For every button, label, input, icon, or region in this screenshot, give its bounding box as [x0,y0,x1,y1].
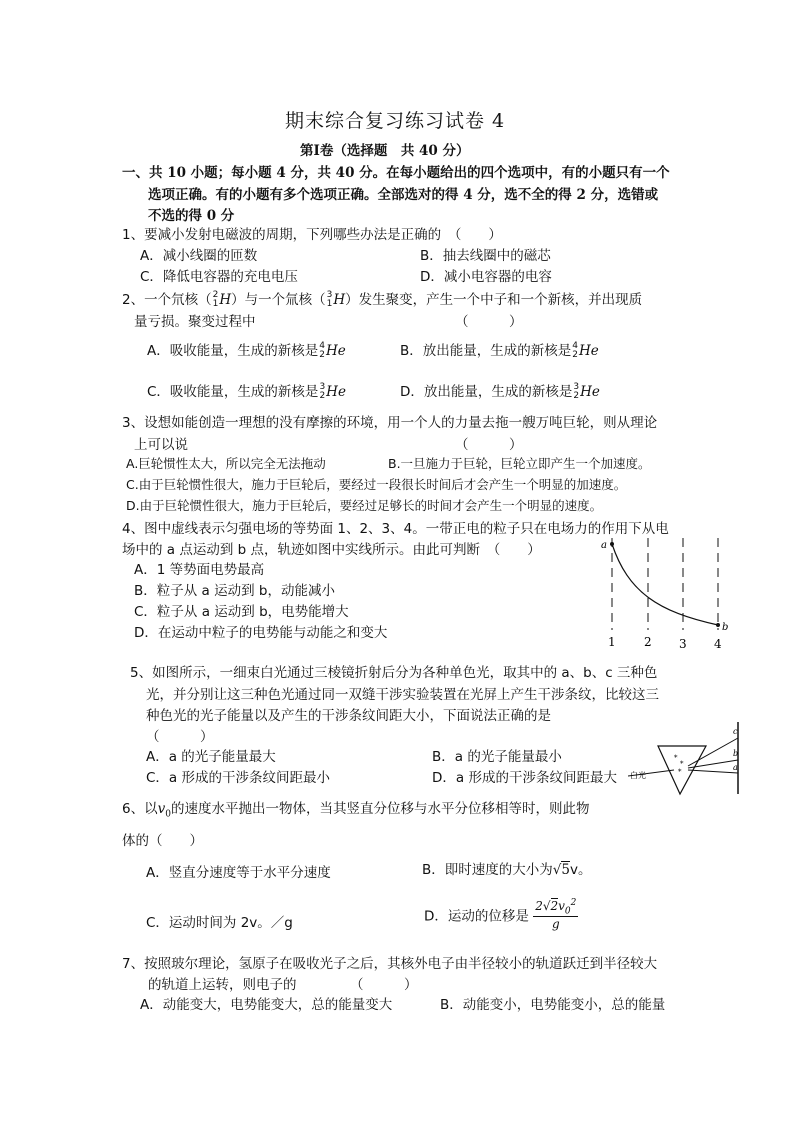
q7-stem-line-1: 7、按照玻尔理论，氢原子在吸收光子之后，其核外电子由半径较小的轨道跃迁到半径较大 [122,956,658,972]
q5-answer-paren: （ ） [146,729,214,745]
q4-option-c: C．粒子从 a 运动到 b，电势能增大 [134,604,349,620]
deuteron-isotope: 2 1 [212,290,219,309]
triton-isotope: 3 1 [326,290,333,309]
label-b: b [733,749,739,758]
q4-option-b: B．粒子从 a 运动到 b，动能减小 [134,583,335,599]
q5-stem-line-3: 种色光的光子能量以及产生的干涉条纹间距大小，下面说法正确的是 [146,708,551,724]
q6-option-d: D．运动的位移是 $\frac{2√2v_0^2}{g}$ [424,898,577,932]
q5-option-a: A．a 的光子能量最大 [146,749,276,765]
q3-answer-paren: （ ） [455,437,523,453]
q5-option-b: B．a 的光子能量最小 [432,749,562,765]
q3-option-b: B.一旦施力于巨轮，巨轮立即产生一个加速度。 [388,456,651,471]
q5-option-d: D．a 形成的干涉条纹间距最大 [432,770,617,786]
label-a: a [733,763,738,772]
instructions-line-1: 一、共 10 小题；每小题 4 分，共 40 分。在每小题给出的四个选项中，有的小题只有一个 [122,165,670,181]
q4-stem-line-1: 4、图中虚线表示匀强电场的等势面 1、2、3、4。一带正电的粒子只在电场力的作用下从电 [122,521,669,537]
q1-option-b: B．抽去线圈中的磁芯 [420,248,551,264]
instructions-line-2: 选项正确。有的小题有多个选项正确。全部选对的得 4 分，选不全的得 2 分，选错或 [148,187,659,203]
label-1: 1 [608,635,616,649]
q2-stem-line-2: 量亏损。聚变过程中 [134,314,256,330]
displacement-fraction: $\frac{2√2v_0^2}{g}$ [535,898,577,932]
label-b: b [722,622,729,633]
label-4: 4 [714,637,722,651]
particle-trajectory [612,544,718,625]
q3-stem-line-2: 上可以说 [134,437,188,453]
ray-a [688,770,738,773]
q3-stem-line-1: 3、设想如能创造一理想的没有摩擦的环境，用一个人的力量去拖一艘万吨巨轮，则从理论 [122,415,658,431]
q7-option-b: B．动能变小，电势能变小，总的能量 [440,997,666,1013]
q6-stem-line-2: 体的（ ） [122,833,203,849]
q2-option-b: B．放出能量，生成的新核是4 2He [400,341,599,360]
q3-option-c: C.由于巨轮惯性很大，施力于巨轮后，要经过一段很长时间后才会产生一个明显的加速度。 [126,477,627,492]
q3-option-a: A.巨轮惯性太大，所以完全无法拖动 [126,456,326,471]
q2-stem: 2、一个氘核（2 1H）与一个氚核（3 1H）发生聚变，产生一个中子和一个新核，并出现质 [122,290,643,309]
label-a: a [601,540,607,551]
q7-answer-paren: （ ） [350,977,418,993]
point-b-dot [716,623,720,627]
label-3: 3 [679,637,687,651]
q2-option-a: A．吸收能量，生成的新核是4 2He [147,341,346,360]
section-heading: 第Ⅰ卷（选择题 共 40 分） [300,143,470,159]
q1-option-a: A．减小线圈的匝数 [140,248,258,264]
label-white-light: 白光 [630,771,646,780]
q4-stem-line-2: 场中的 a 点运动到 b 点，轨迹如图中实线所示。由此可判断 （ ） [122,542,541,558]
q6-option-a: A．竖直分速度等于水平分速度 [146,865,331,881]
label-2: 2 [644,635,652,649]
prism [658,746,706,794]
instructions-line-3: 不选的得 0 分 [148,208,235,224]
page-title: 期末综合复习练习试卷 4 [285,110,506,132]
point-a-dot [610,542,614,546]
prism-mark-2: * [680,760,684,768]
q3-option-d: D.由于巨轮惯性很大，施力于巨轮后，要经过足够长的时间才会产生一个明显的速度。 [126,498,603,513]
q6-stem: 6、以$v_0$的速度水平抛出一物体，当其竖直分位移与水平分位移相等时，则此物 [122,801,590,820]
q2-option-d: D．放出能量，生成的新核是3 2He [400,382,600,401]
q5-stem-line-1: 5、如图所示，一细束白光通过三棱镜折射后分为各种单色光，取其中的 a、b、c 三种色 [130,665,658,681]
q4-option-d: D．在运动中粒子的电势能与动能之和变大 [134,625,388,641]
q6-option-b: B．即时速度的大小为√5v。 [422,862,592,878]
q1-option-c: C．降低电容器的充电电压 [140,269,298,285]
q4-option-a: A．1 等势面电势最高 [134,562,265,578]
q7-stem-line-2: 的轨道上运转，则电子的 [148,977,297,993]
label-c: c [733,727,738,736]
q4-equipotential-figure [598,532,738,652]
q5-option-c: C．a 形成的干涉条纹间距最小 [146,770,330,786]
q5-prism-figure [628,718,744,798]
sqrt-symbol: √ [552,862,562,878]
q2-option-c: C．吸收能量，生成的新核是3 2He [147,382,346,401]
prism-mark-3: * [678,768,682,776]
q1-option-d: D．减小电容器的电容 [420,269,552,285]
q5-stem-line-2: 光，并分别让这三种色光通过同一双缝干涉实验装置在光屏上产生干涉条纹，比较这三 [146,687,659,703]
prism-mark-1: * [674,754,678,762]
q1-stem: 1、要减小发射电磁波的周期，下列哪些办法是正确的 （ ） [122,227,502,243]
q2-answer-paren: （ ） [455,314,523,330]
q7-option-a: A．动能变大，电势能变大，总的能量变大 [140,997,393,1013]
q6-option-c: C．运动时间为 2v。／g [146,915,293,931]
